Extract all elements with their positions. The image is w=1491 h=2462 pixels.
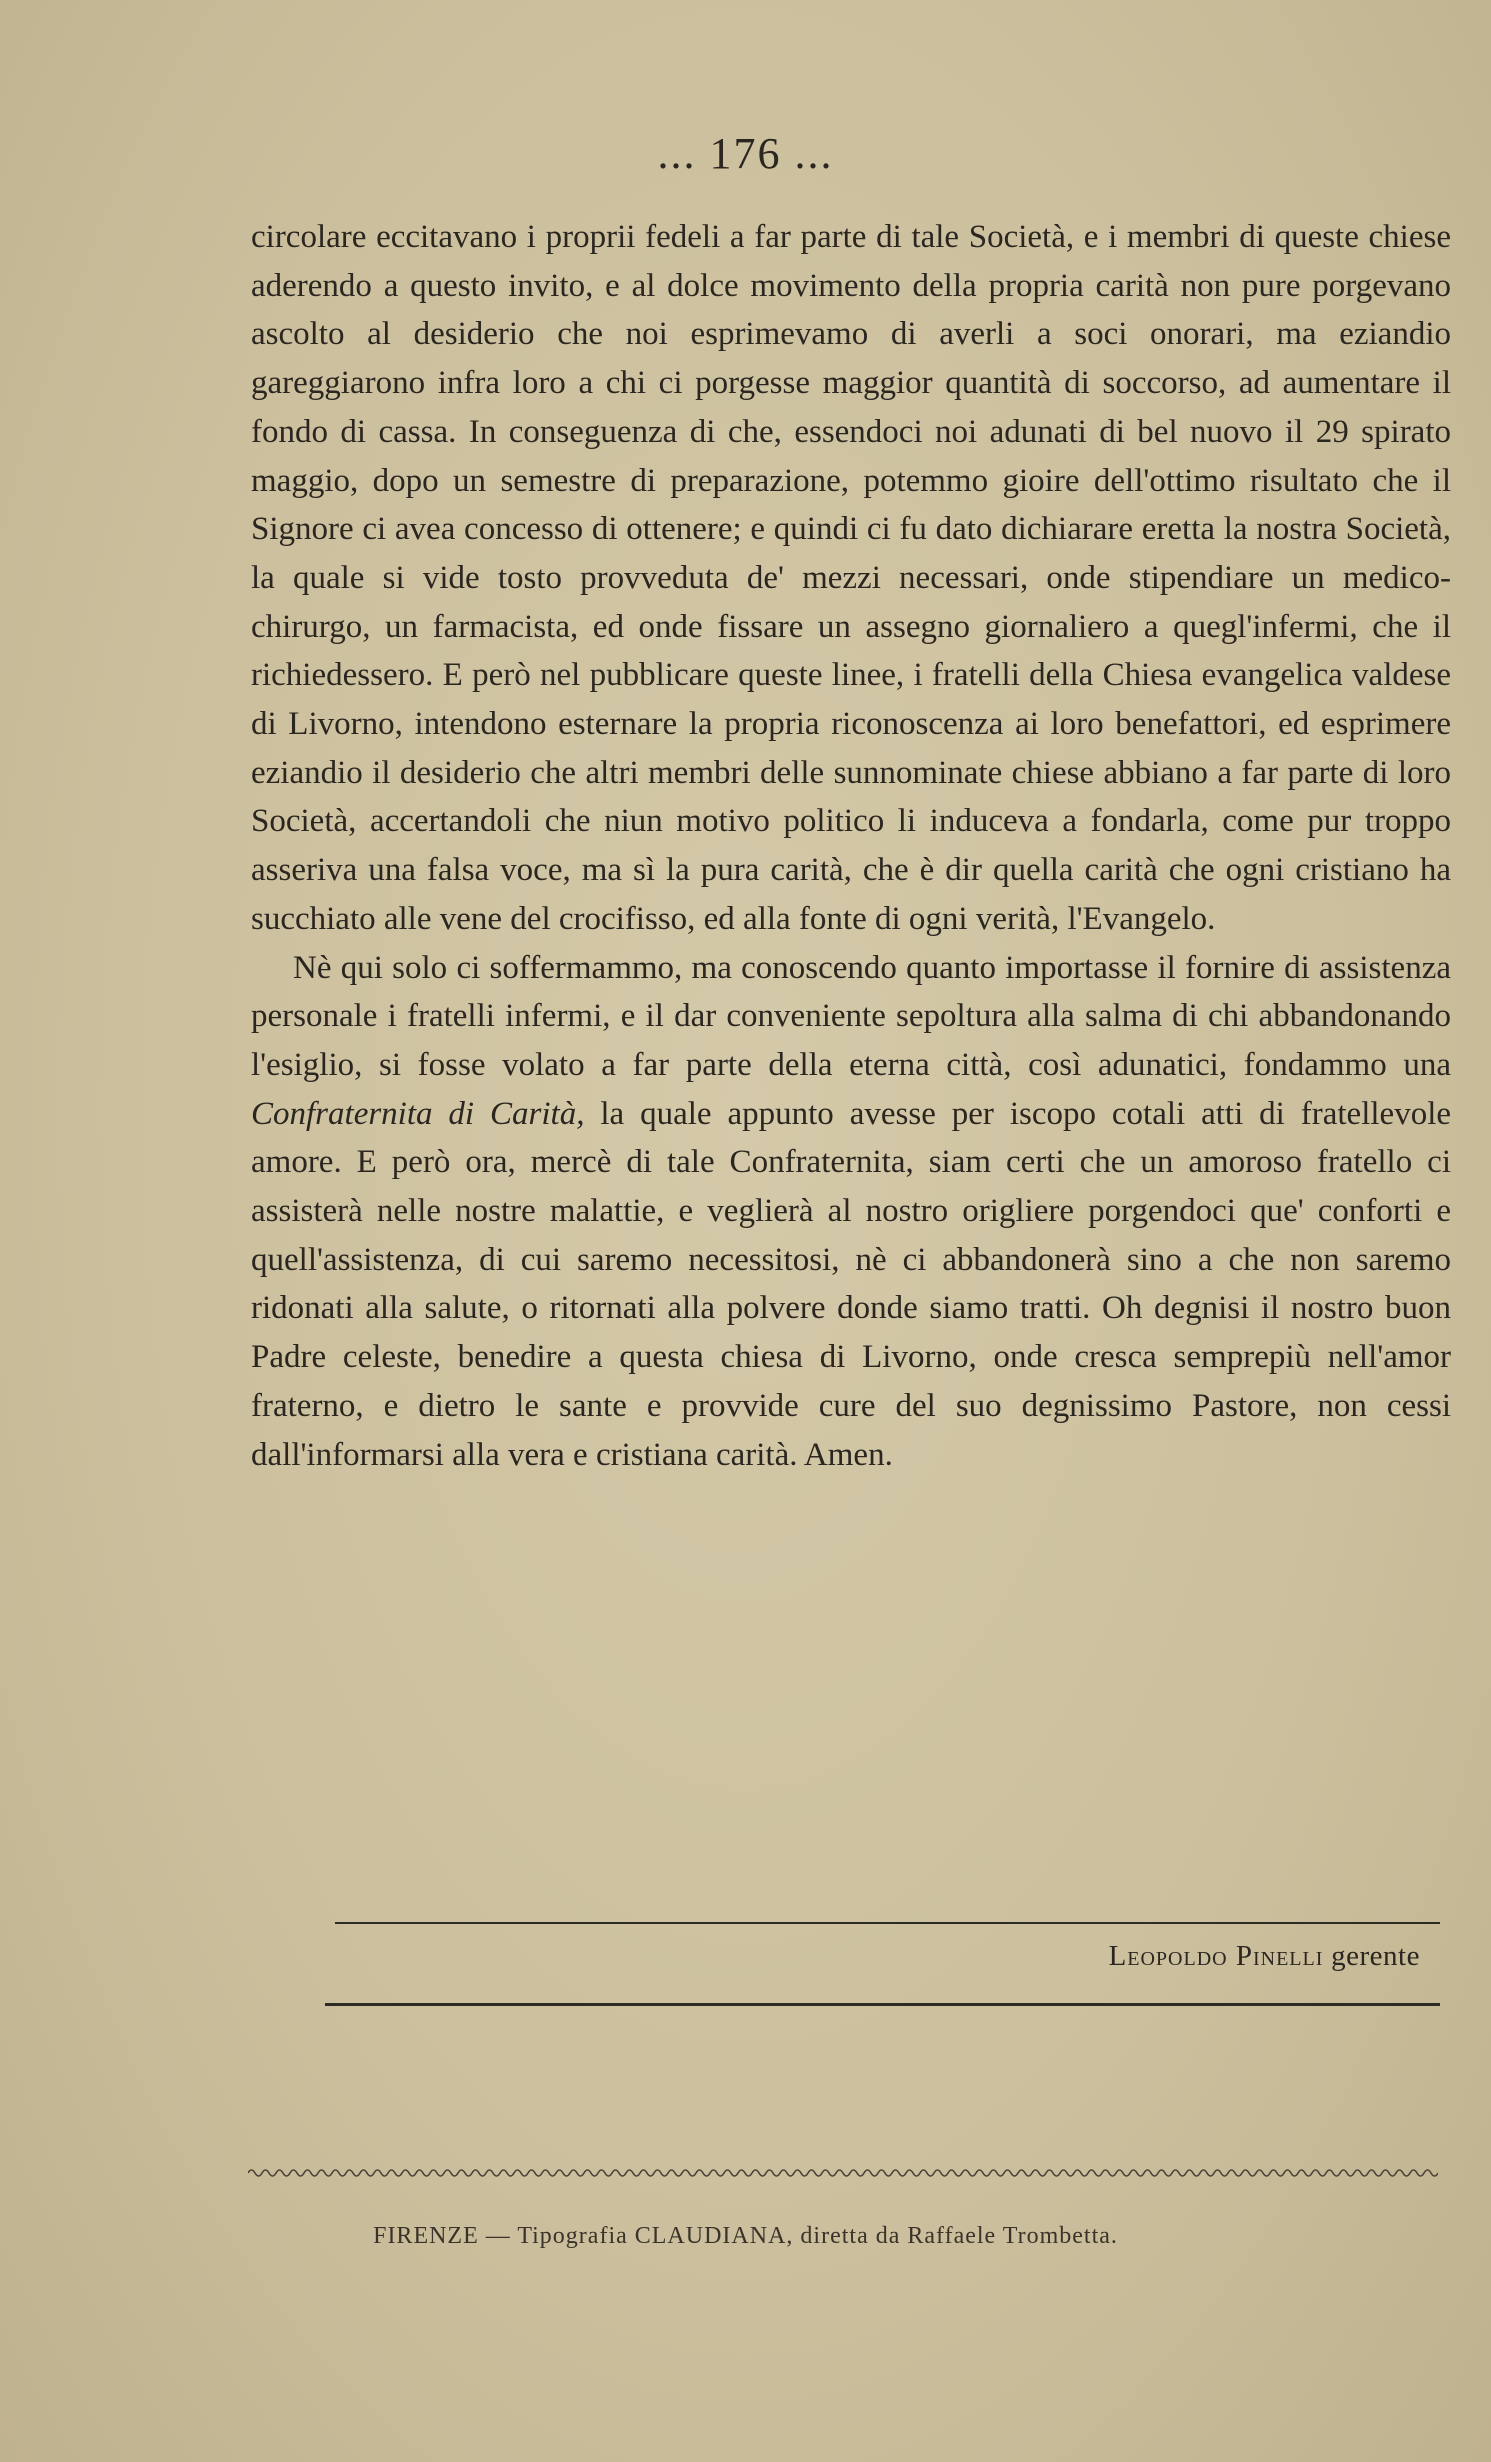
page-number: ... 176 ...	[657, 129, 834, 178]
ornamental-wavy-rule	[248, 2165, 1438, 2181]
printer-imprint: FIRENZE — Tipografia CLAUDIANA, diretta da Raffaele Trombetta.	[373, 2223, 1118, 2249]
signature	[1000, 1940, 1420, 1973]
paragraph-1: circolare eccitavano i proprii fedeli a far parte di tale Società, e i membri di queste chiese aderendo a questo invito, e al dolce movimento della propria carità non pure porgevano ascolto al desiderio che noi esprimevamo di averli a soci onorari, ma eziandio gareggiarono infra loro a chi ci porgesse maggior quantità di soccorso, ad aumentare il fondo di cassa. In conseguenza di che, essendoci noi adunati di bel nuovo il 29 spirato maggio, dopo un semestre di preparazione, potemmo gioire dell'ottimo risultato che il Signore ci avea concesso di ottenere; e quindi ci fu dato dichiarare eretta la nostra Società, la quale si vide tosto provveduta de' mezzi necessari, onde stipendiare un medico-chirurgo, un farmacista, ed onde fissare un assegno giornaliero a quegl'infermi, che il richiedessero. E però nel pubblicare queste linee, i fratelli della Chiesa evangelica valdese di Livorno, intendono esternare la propria riconoscenza ai loro benefattori, ed esprimere eziandio il desiderio che altri membri delle sunnominate chiese abbiano a far parte di loro Società, accertandoli che niun motivo politico li induceva a fondarla, come pur troppo asseriva una falsa voce, ma sì la pura carità, che è dir quella carità che ogni cristiano ha succhiato alle vene del crocifisso, ed alla fonte di ogni verità, l'Evangelo.	[251, 219, 1451, 937]
confraternita-title: Confraternita di Carità,	[251, 1095, 585, 1132]
paragraph-2	[251, 944, 1451, 1480]
signature-name: Leopoldo Pinelli	[1108, 1940, 1324, 1972]
signature-bottom-rule	[325, 2003, 1440, 2006]
signature-role: gerente	[1331, 1940, 1420, 1972]
paragraph-2-part-2: la quale appunto avesse per iscopo cotali atti di fratellevole amore. E però ora, mercè di tale Confraternita, siam certi che un amoroso fratello ci assisterà nelle nostre malattie, e veglierà al nostro origliere porgendoci que' conforti e quell'assistenza, di cui saremo necessitosi, nè ci abbandonerà sino a che non saremo ridonati alla salute, o ritornati alla polvere donde siamo tratti. Oh degnisi il nostro buon Padre celeste, benedire a questa chiesa di Livorno, onde cresca semprepiù nell'amor fraterno, e dietro le sante e provvide cure del suo degnissimo Pastore, non cessi dall'informarsi alla vera e cristiana carità. Amen.	[251, 1095, 1452, 1473]
signature-top-rule	[335, 1922, 1440, 1924]
paragraph-2-part-1: Nè qui solo ci soffermammo, ma conoscendo quanto importasse il fornire di assistenza personale i fratelli infermi, e il dar conveniente sepoltura alla salma di chi abbandonando l'esiglio, si fosse volato a far parte della eterna città, così adunatici, fondammo una	[251, 949, 1451, 1083]
body-text	[251, 213, 1451, 1479]
